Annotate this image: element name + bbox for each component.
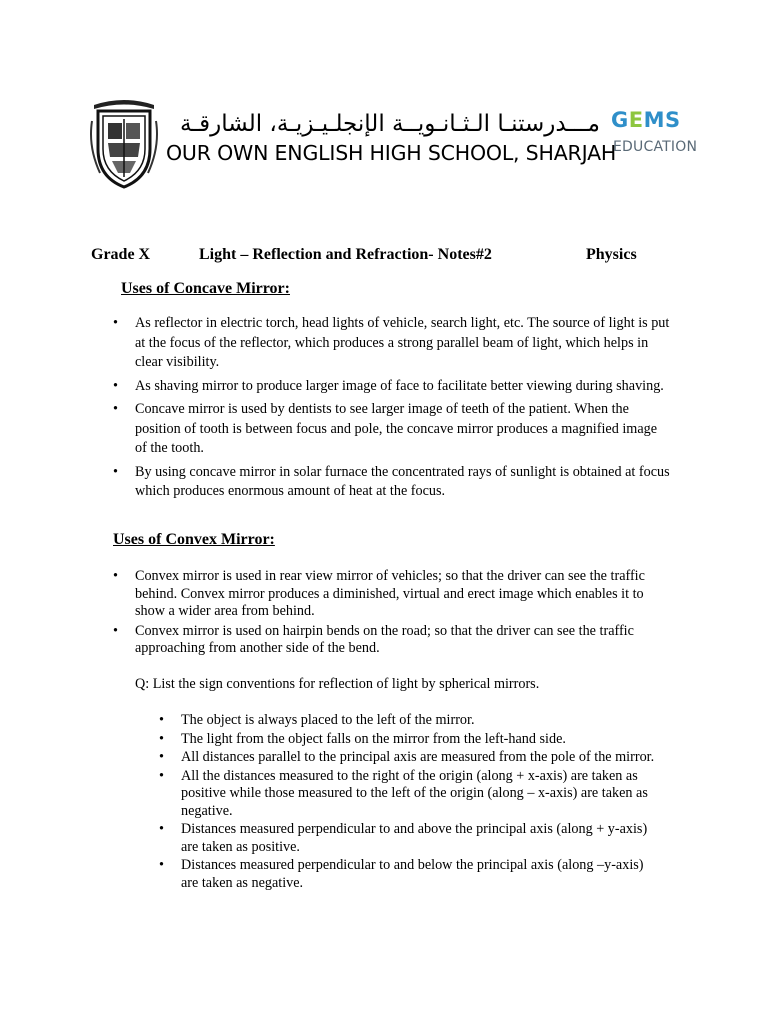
list-item-text: By using concave mirror in solar furnace the concentrated rays of sunlight is obtained at focus which produces enormous amount of heat at the focus. — [135, 463, 670, 499]
gems-logo-wordmark — [611, 108, 681, 132]
gems-letter: M — [643, 108, 666, 132]
convex-uses-heading: Uses of Convex Mirror: — [113, 531, 275, 548]
bullet-icon: • — [159, 821, 164, 837]
list-item — [159, 821, 661, 856]
school-crest-logo — [90, 97, 158, 189]
bullet-icon: • — [113, 568, 118, 584]
list-item-text: Convex mirror is used on hairpin bends on the road; so that the driver can see the traffic approaching from another side of the bend. — [135, 622, 634, 656]
list-item-text: Distances measured perpendicular to and below the principal axis (along –y-axis) are taken as negative. — [181, 857, 644, 891]
gems-education-logo — [611, 108, 698, 158]
grade-label: Grade X — [91, 246, 151, 263]
list-item — [159, 730, 661, 749]
list-item — [113, 400, 670, 459]
list-item — [113, 568, 655, 621]
gems-letter: S — [665, 108, 681, 132]
bullet-icon: • — [159, 767, 164, 784]
gems-letter: E — [628, 108, 644, 132]
list-item — [159, 767, 661, 821]
document-title-row — [91, 244, 643, 266]
list-item — [159, 749, 661, 767]
bullet-icon: • — [159, 749, 164, 765]
gems-letter: G — [611, 108, 629, 132]
list-item — [159, 712, 661, 730]
convex-uses-list — [113, 568, 655, 658]
list-item-text: All the distances measured to the right of the origin (along + x-axis) are taken as positive while those measured to the left of the origin (along – x-axis) are taken as negative. — [181, 767, 648, 819]
concave-uses-list — [113, 314, 670, 502]
list-item-text: Concave mirror is used by dentists to see larger image of teeth of the patient. When the position of tooth is between focus and pole, the concave mirror produces a magnified image of the tooth. — [135, 401, 658, 456]
subject-label: Physics — [586, 246, 637, 263]
list-item — [113, 622, 655, 658]
list-item-text: The light from the object falls on the mirror from the left-hand side. — [181, 730, 566, 747]
gems-logo-text — [611, 108, 681, 132]
bullet-icon: • — [113, 377, 118, 394]
bullet-icon: • — [113, 622, 118, 639]
list-item-text: As shaving mirror to produce larger image of face to facilitate better viewing during shaving. — [135, 377, 664, 394]
list-item — [113, 463, 670, 502]
list-item — [159, 857, 661, 892]
bullet-icon: • — [159, 730, 164, 747]
list-item-text: Convex mirror is used in rear view mirror of vehicles; so that the driver can see the traffic behind. Convex mirror produces a diminished, virtual and erect image which enables it to show a wider area from behind. — [135, 568, 645, 619]
sign-conventions-list — [159, 712, 661, 892]
list-item-text: As reflector in electric torch, head lights of vehicle, search light, etc. The source of light is put at the focus of the reflector, which produces a strong parallel beam of light, which helps in clear visibility. — [135, 315, 670, 370]
bullet-icon: • — [113, 401, 118, 417]
letterhead — [0, 0, 768, 200]
bullet-icon: • — [113, 463, 118, 480]
bullet-icon: • — [159, 712, 164, 728]
list-item-text: Distances measured perpendicular to and above the principal axis (along + y-axis) are taken as positive. — [181, 821, 648, 855]
list-item-text: All distances parallel to the principal axis are measured from the pole of the mirror. — [181, 749, 655, 765]
bullet-icon: • — [113, 315, 118, 331]
list-item-text: The object is always placed to the left of the mirror. — [181, 712, 475, 728]
school-name-arabic: مـــدرستنـا الـثـانـويــة الإنجلـيـزيـة، الشارقـة — [180, 111, 600, 137]
sign-convention-question: Q: List the sign conventions for reflection of light by spherical mirrors. — [135, 676, 540, 692]
list-item — [113, 377, 670, 397]
gems-logo-subtext: EDUCATION — [613, 139, 698, 155]
bullet-icon: • — [159, 857, 164, 873]
concave-uses-heading: Uses of Concave Mirror: — [121, 280, 290, 297]
notes-topic: Light – Reflection and Refraction- Notes#2 — [199, 246, 492, 263]
school-name-english: OUR OWN ENGLISH HIGH SCHOOL, SHARJAH — [166, 141, 617, 165]
list-item — [113, 314, 670, 373]
